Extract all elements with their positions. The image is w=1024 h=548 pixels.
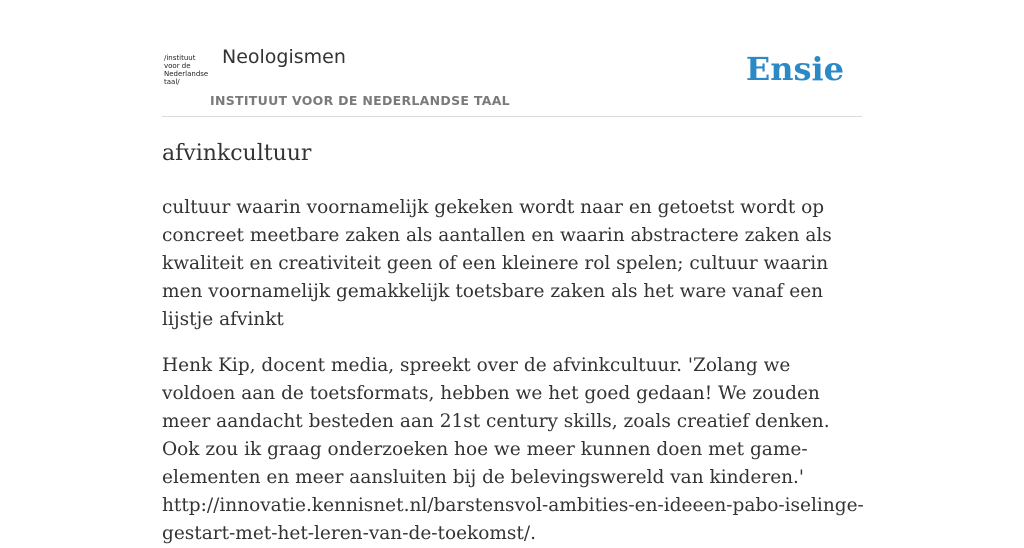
site-title[interactable]: Neologismen <box>222 46 346 68</box>
org-name: INSTITUUT VOOR DE NEDERLANDSE TAAL <box>210 93 510 108</box>
example-quote: Henk Kip, docent media, spreekt over de afvinkcultuur. 'Zolang we voldoen aan de toetsformats, hebben we het goed gedaan! We zouden meer aandacht besteden aan 21st century skills, zoals creatief denken. Ook zou ik graag onderzoeken hoe we meer kunnen doen met game-elementen en meer aansluiten bij de belevingswereld van kinderen.' <box>162 355 830 488</box>
entry-content <box>162 138 864 548</box>
entry-example <box>162 352 864 548</box>
institute-logo[interactable]: /instituut voor de Nederlandse taal/ <box>164 54 209 86</box>
entry-word: afvinkcultuur <box>162 141 312 166</box>
source-link[interactable]: http://innovatie.kennisnet.nl/barstensvol-ambities-en-ideeen-pabo-iselinge-gestart-met-het-leren-van-de-toekomst/. <box>162 495 864 544</box>
entry-definition: cultuur waarin voornamelijk gekeken wordt naar en getoetst wordt op concreet meetbare zaken als aantallen en waarin abstractere zaken als kwaliteit en creativiteit geen of een kleinere rol spelen; cultuur waarin men voornamelijk gemakkelijk toetsbare zaken als het ware vanaf een lijstje afvinkt <box>162 197 832 330</box>
brand-logo-link[interactable]: Ensie <box>745 50 844 88</box>
header <box>162 40 862 117</box>
